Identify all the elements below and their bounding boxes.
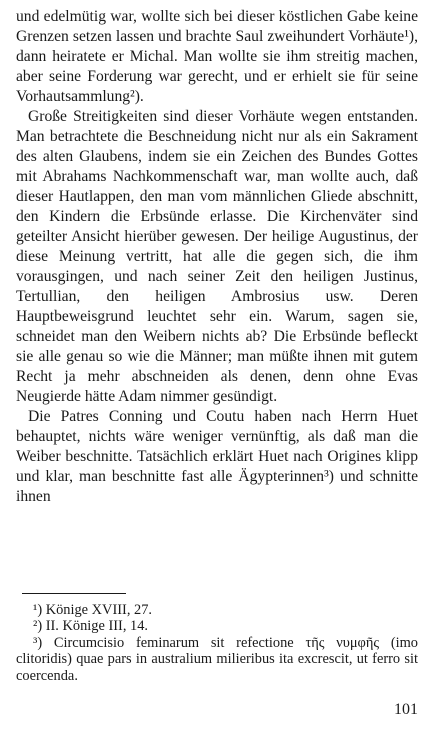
footnote-1: ¹) Könige XVIII, 27. bbox=[33, 602, 153, 618]
footnotes bbox=[16, 602, 418, 684]
page-number: 101 bbox=[394, 701, 418, 718]
main-text bbox=[16, 7, 418, 507]
paragraph-patres: Die Patres Conning und Coutu haben nach Herrn Huet behauptet, nichts wäre weniger vernünftig, als daß man die Weiber beschnitte. Tatsächlich erklärt Huet nach Origines klipp und klar, man beschnitte fast alle Ägypterinnen³) und schnitte ihnen bbox=[16, 408, 418, 505]
footnote-separator bbox=[22, 593, 126, 594]
footnote-2: ²) II. Könige III, 14. bbox=[33, 618, 149, 635]
footnote-3: ³) Circumcisio feminarum sit refectione τῆς νυμφῆς (imo clitoridis) quae pars in australium milieribus ita excrescit, ut ferro sit coercenda. bbox=[16, 634, 418, 684]
paragraph-disputes: Große Streitigkeiten sind dieser Vorhäute wegen entstanden. Man betrachtete die Beschneidung nicht nur als ein Sakrament des alten Glaubens, indem sie ein Zeichen des Bundes Gottes mit Abrahams Nachkommenschaft war, man wollte auch, daß dieser Hautlappen, den man vom männlichen Gliede abschnitt, den Kindern die Erbsünde erlasse. Die Kirchenväter sind geteilter Ansicht hierüber gewesen. Der heilige Augustinus, der diese Meinung vertritt, hat alle die gegen sich, die ihm vorausgingen, und nach seiner Zeit den heiligen Justinus, Tertullian, den heiligen Ambrosius usw. Deren Hauptbeweisgrund leuchtet sehr ein. Warum, sagen sie, schneidet man den Weibern nichts ab? Die Erbsünde befleckt sie alle genau so wie die Männer; man müßte ihnen mit gutem Recht ja mehr abschneiden als denen, denn ohne Evas Neugierde hätte Adam nimmer gesündigt. bbox=[16, 108, 418, 405]
paragraph-continuation: und edelmütig war, wollte sich bei dieser köstlichen Gabe keine Grenzen setzen lassen und brachte Saul zweihundert Vorhäute¹), dann heiratete er Michal. Man wollte sie ihm streitig machen, aber seine Forderung war gerecht, und er erhielt sie für seine Vorhautsammlung²). bbox=[16, 8, 418, 105]
